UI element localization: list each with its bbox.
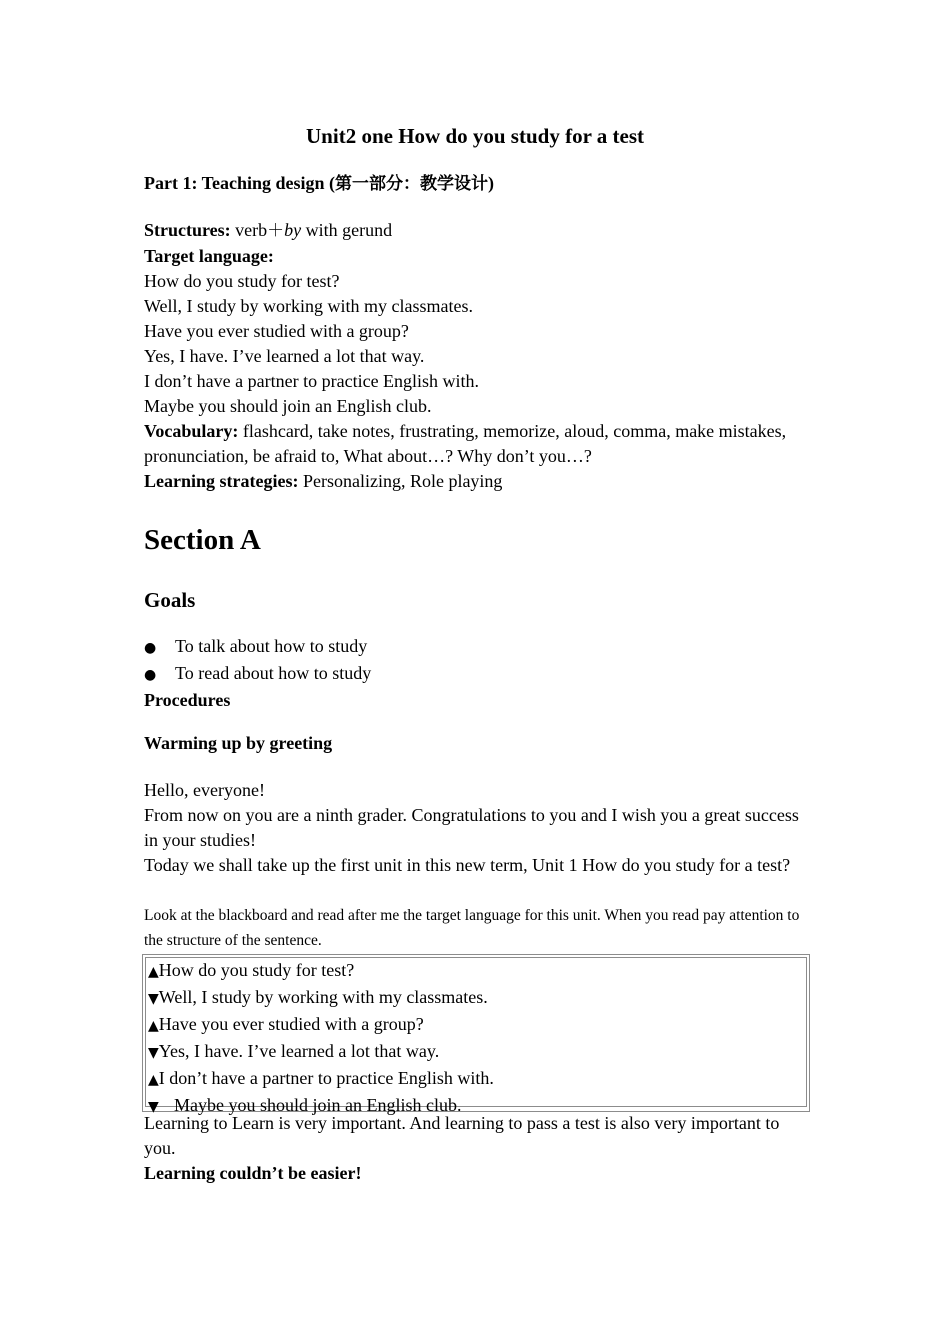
target-language-line: How do you study for test? (144, 271, 340, 291)
section-a-title: Section A (144, 524, 261, 556)
dialog-text: Maybe you should join an English club. (174, 1095, 462, 1115)
greeting-block (144, 778, 810, 878)
structures-label: Structures: (144, 220, 231, 240)
goal-text: To talk about how to study (175, 636, 368, 656)
greeting-hello: Hello, everyone! (144, 780, 265, 800)
warming-up-heading: Warming up by greeting (144, 733, 333, 753)
part-heading (144, 171, 494, 197)
greeting-paragraph: From now on you are a ninth grader. Congratulations to you and I wish you a great success in your studies! (144, 805, 799, 850)
bullet-icon: ● (144, 640, 157, 656)
instruction-paragraph: Look at the blackboard and read after me the target language for this unit. When you read pay attention to the structure of the sentence. (144, 907, 800, 949)
triangle-down-icon: ▼ (148, 991, 159, 1007)
learning-strategies-text: Personalizing, Role playing (298, 471, 503, 491)
structures-plus: ＋ (267, 221, 285, 241)
list-item (144, 661, 810, 688)
closing-paragraph: Learning to Learn is very important. And learning to pass a test is also very important to you. (144, 1113, 780, 1158)
part-heading-suffix: ) (488, 173, 495, 193)
closing-block (144, 1111, 810, 1186)
greeting-paragraph: Today we shall take up the first unit in this new term, Unit 1 How do you study for a test? (144, 855, 791, 875)
dialog-text: Well, I study by working with my classmates. (158, 987, 488, 1007)
goals-list (144, 634, 810, 713)
triangle-up-icon: ▲ (148, 1072, 159, 1088)
target-language-label: Target language: (144, 246, 274, 266)
target-language-line: Well, I study by working with my classmates. (144, 296, 474, 316)
goal-text: To read about how to study (175, 663, 372, 683)
triangle-down-icon: ▼ (148, 1099, 159, 1115)
document-title: Unit2 one How do you study for a test (306, 124, 644, 148)
dialog-text: Yes, I have. I’ve learned a lot that way. (158, 1041, 440, 1061)
teaching-design-block (144, 218, 810, 494)
dialog-line (148, 985, 806, 1012)
target-language-line: Maybe you should join an English club. (144, 396, 432, 416)
dialog-box (142, 954, 810, 1115)
bullet-icon: ● (144, 667, 157, 683)
closing-bold-line: Learning couldn’t be easier! (144, 1163, 362, 1183)
dialog-line (148, 1066, 806, 1093)
target-language-line: Yes, I have. I’ve learned a lot that way. (144, 346, 425, 366)
target-language-line: I don’t have a partner to practice English with. (144, 371, 480, 391)
dialog-text: I don’t have a partner to practice English with. (158, 1068, 494, 1088)
structures-line (144, 218, 810, 244)
vocabulary-line (144, 419, 810, 469)
dialog-line (148, 1012, 806, 1039)
goals-title: Goals (144, 588, 196, 612)
triangle-up-icon: ▲ (148, 964, 159, 980)
dialog-line (148, 958, 806, 985)
dialog-line (148, 1039, 806, 1066)
target-language-line: Have you ever studied with a group? (144, 321, 409, 341)
warming-up-heading-wrap (144, 731, 810, 756)
structures-italic: by (284, 220, 302, 240)
structures-text-before: verb (230, 220, 268, 240)
dialog-text: Have you ever studied with a group? (158, 1014, 424, 1034)
part-heading-cjk: 第一部分：教学设计 (335, 174, 489, 194)
triangle-up-icon: ▲ (148, 1018, 159, 1034)
part-heading-prefix: Part 1: Teaching design ( (144, 173, 336, 193)
triangle-down-icon: ▼ (148, 1045, 159, 1061)
vocabulary-text: flashcard, take notes, frustrating, memorize, aloud, comma, make mistakes, pronunciation, be afraid to, What about…? Why don’t you…? (144, 421, 787, 466)
list-item (144, 634, 810, 661)
dialog-text: How do you study for test? (158, 960, 355, 980)
structures-text-after: with gerund (301, 220, 393, 240)
learning-strategies-label: Learning strategies: (144, 471, 299, 491)
procedures-heading: Procedures (144, 690, 231, 710)
dialog-inner (145, 957, 807, 1115)
learning-strategies-line (144, 469, 810, 494)
vocabulary-label: Vocabulary: (144, 421, 239, 441)
